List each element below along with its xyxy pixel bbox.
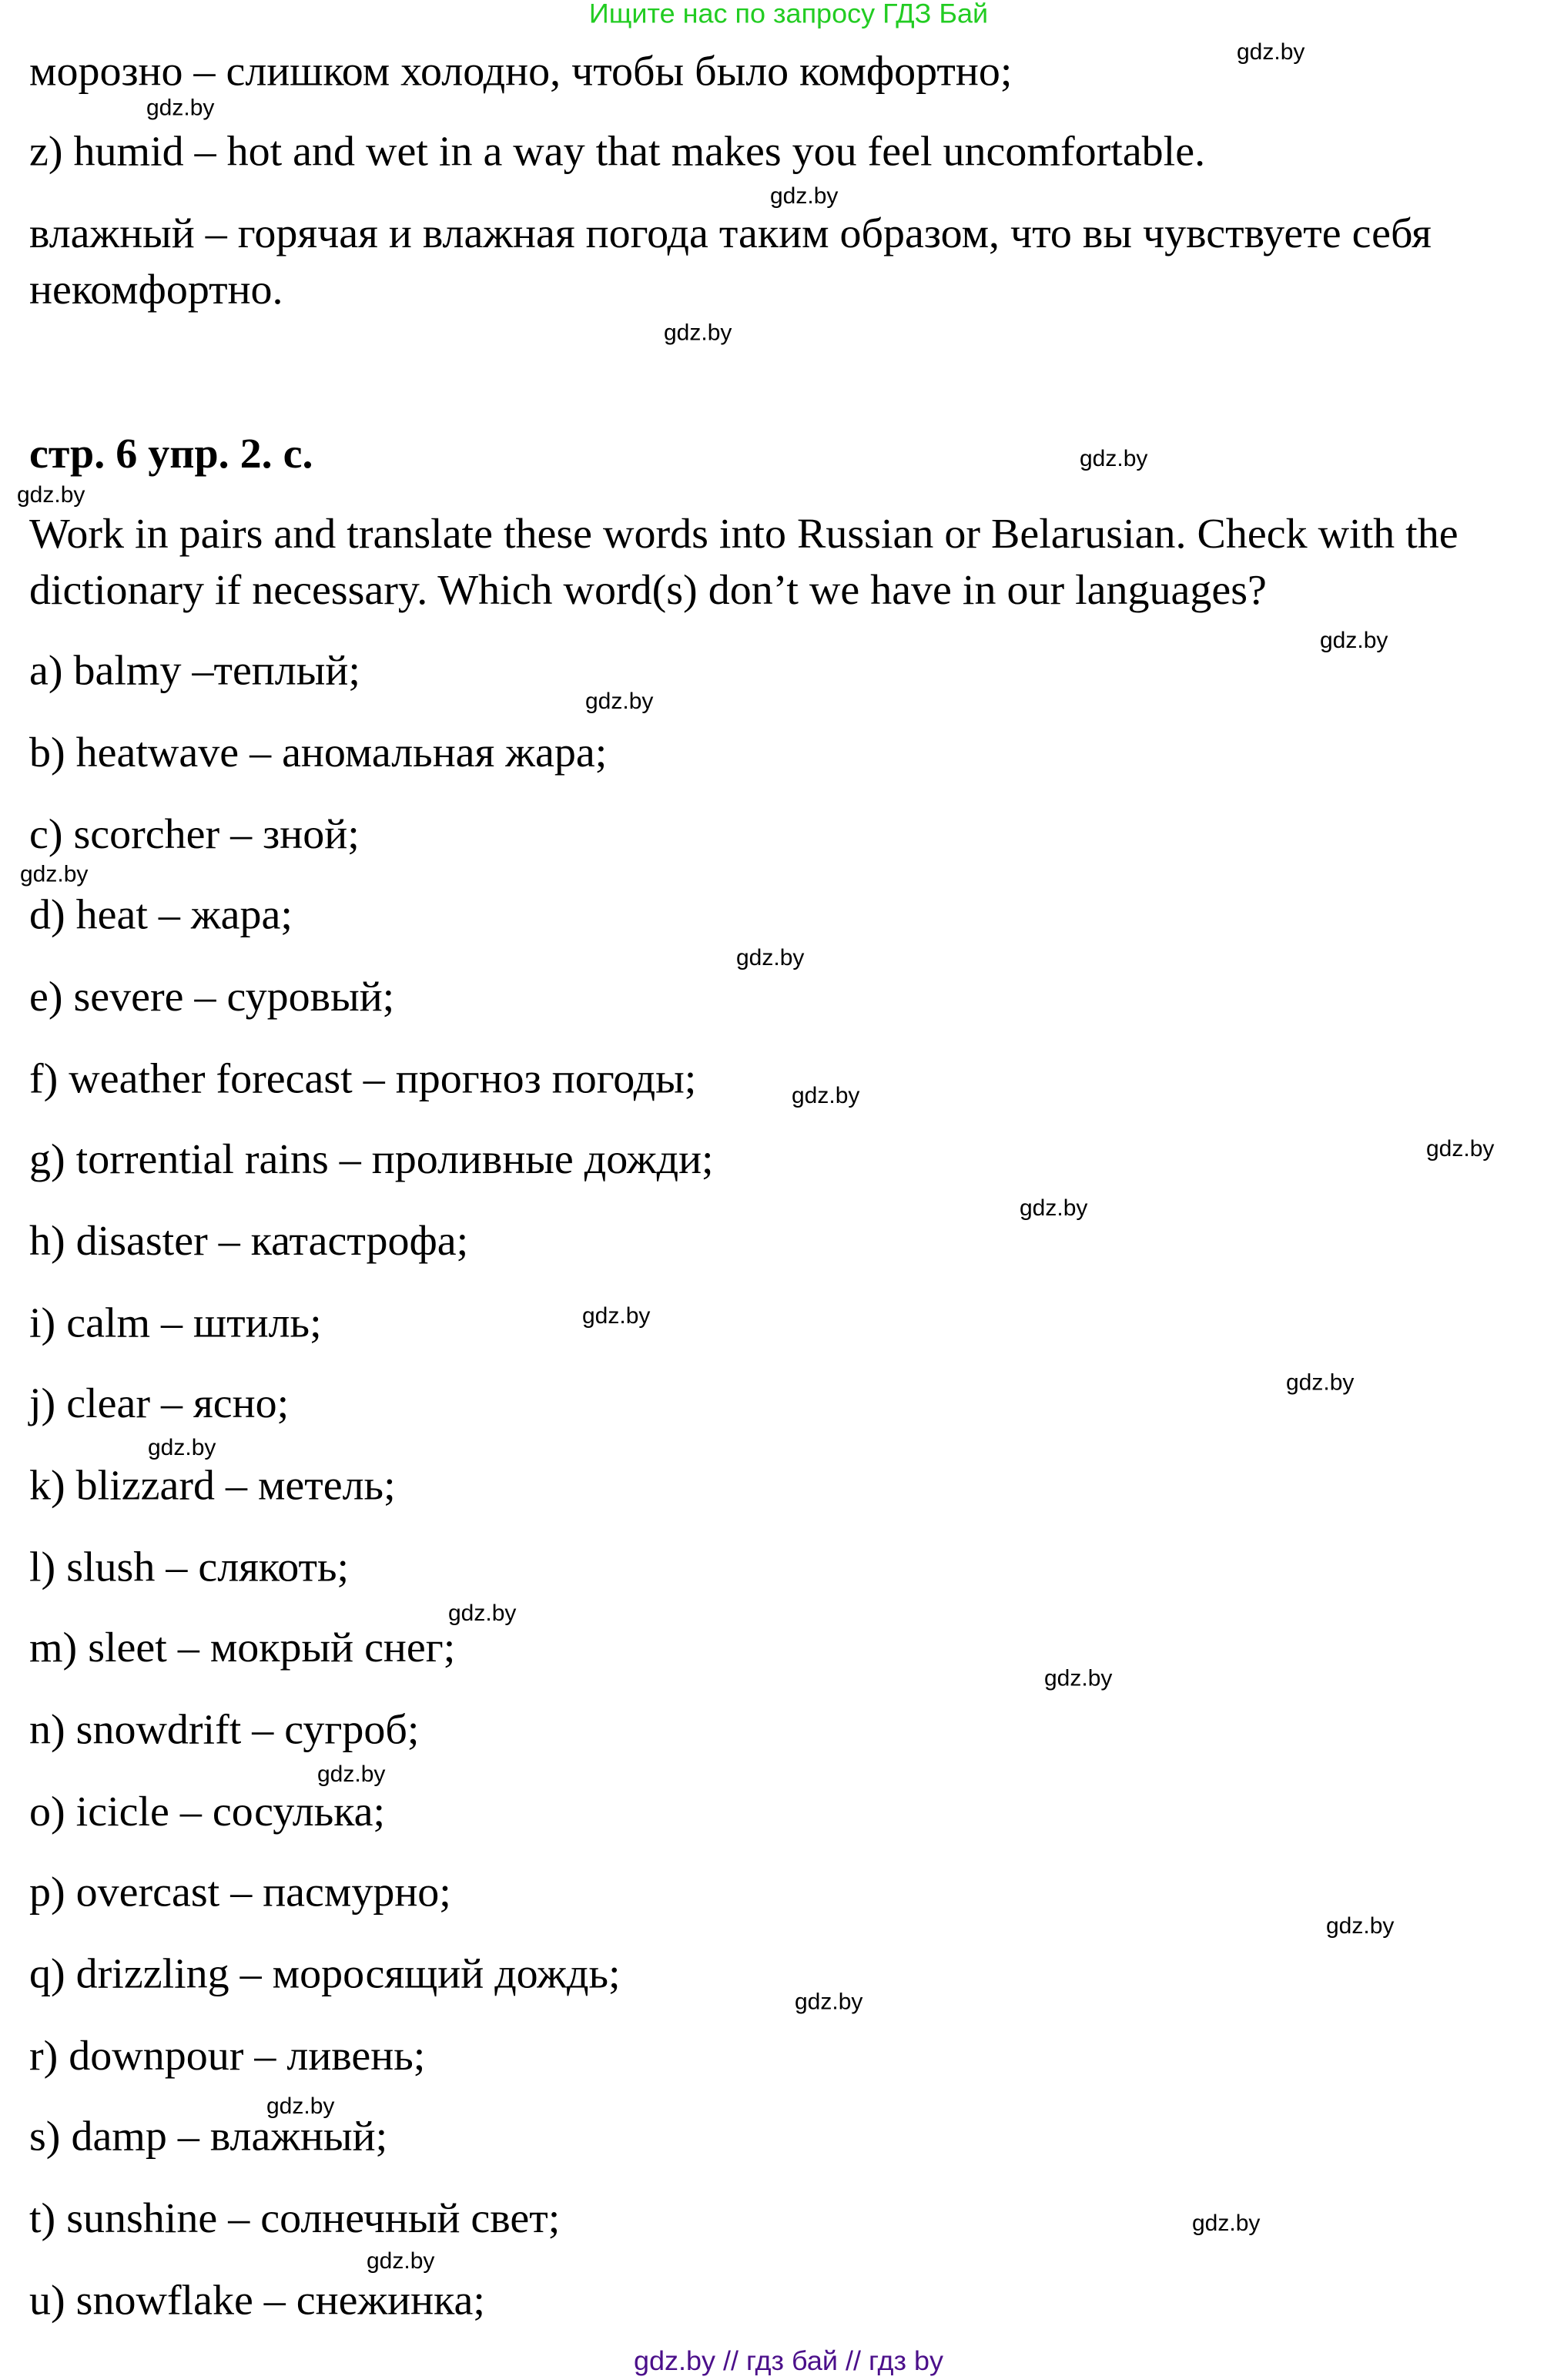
watermark: gdz.by [664, 320, 732, 347]
watermark: gdz.by [1044, 1666, 1113, 1692]
vocabulary-item: m) sleet – мокрый снег; [29, 1624, 456, 1672]
vocabulary-item: c) scorcher – зной; [29, 811, 360, 860]
vocabulary-item: f) weather forecast – прогноз погоды; [29, 1056, 697, 1104]
watermark: gdz.by [792, 1083, 860, 1110]
watermark: gdz.by [20, 861, 89, 888]
vocabulary-item: d) heat – жара; [29, 892, 293, 940]
vocabulary-item: j) clear – ясно; [29, 1380, 290, 1428]
watermark: gdz.by [585, 689, 654, 715]
watermark: gdz.by [17, 482, 85, 508]
vocabulary-item: e) severe – суровый; [29, 974, 395, 1021]
vocabulary-item: g) torrential rains – проливные дожди; [29, 1136, 714, 1184]
vocabulary-item: n) snowdrift – сугроб; [29, 1707, 420, 1755]
watermark: gdz.by [582, 1303, 651, 1329]
watermark: gdz.by [736, 945, 805, 971]
text-line: влажный – горячая и влажная погода таким образом, что вы чувствуете себя [29, 210, 1432, 258]
task-text: dictionary if necessary. Which word(s) don’t we have in our languages? [29, 567, 1267, 615]
watermark: gdz.by [448, 1601, 517, 1627]
watermark: gdz.by [1080, 446, 1148, 472]
vocabulary-item: q) drizzling – моросящий дождь; [29, 1951, 621, 1999]
watermark: gdz.by [1192, 2211, 1261, 2237]
text-line: морозно – слишком холодно, чтобы было комфортно; [29, 49, 1013, 96]
watermark: gdz.by [795, 1989, 863, 2016]
vocabulary-item: a) balmy –теплый; [29, 648, 360, 696]
watermark: gdz.by [1326, 1913, 1395, 1939]
watermark: gdz.by [1020, 1195, 1088, 1222]
watermark: gdz.by [1426, 1136, 1495, 1163]
vocabulary-item: b) heatwave – аномальная жара; [29, 729, 608, 777]
watermark: gdz.by [770, 183, 839, 210]
watermark: gdz.by [317, 1762, 386, 1788]
vocabulary-item: h) disaster – катастрофа; [29, 1218, 469, 1265]
vocabulary-item: t) sunshine – солнечный свет; [29, 2195, 561, 2243]
task-text: Work in pairs and translate these words into Russian or Belarusian. Check with the [29, 511, 1459, 558]
vocabulary-item: k) blizzard – метель; [29, 1463, 396, 1510]
vocabulary-item: l) slush – слякоть; [29, 1544, 350, 1592]
watermark: gdz.by [1320, 628, 1388, 655]
vocabulary-item: s) damp – влажный; [29, 2114, 388, 2161]
vocabulary-item: i) calm – штиль; [29, 1300, 322, 1348]
footer-links[interactable]: gdz.by // гдз бай // гдз by [633, 2345, 944, 2377]
vocabulary-item: u) snowflake – снежинка; [29, 2277, 485, 2325]
vocabulary-item: r) downpour – ливень; [29, 2033, 426, 2080]
vocabulary-item: o) icicle – сосулька; [29, 1788, 386, 1836]
exercise-heading: стр. 6 упр. 2. c. [29, 431, 313, 478]
header-banner[interactable]: Ищите нас по запросу ГДЗ Бай [588, 0, 989, 29]
watermark: gdz.by [1237, 39, 1305, 65]
watermark: gdz.by [1286, 1369, 1355, 1396]
text-line: некомфортно. [29, 266, 283, 314]
text-line: z) humid – hot and wet in a way that makes you feel uncomfortable. [29, 129, 1206, 176]
vocabulary-item: p) overcast – пасмурно; [29, 1869, 451, 1917]
watermark: gdz.by [266, 2093, 335, 2120]
watermark: gdz.by [148, 1435, 216, 1462]
watermark: gdz.by [146, 96, 215, 122]
watermark: gdz.by [367, 2248, 435, 2275]
